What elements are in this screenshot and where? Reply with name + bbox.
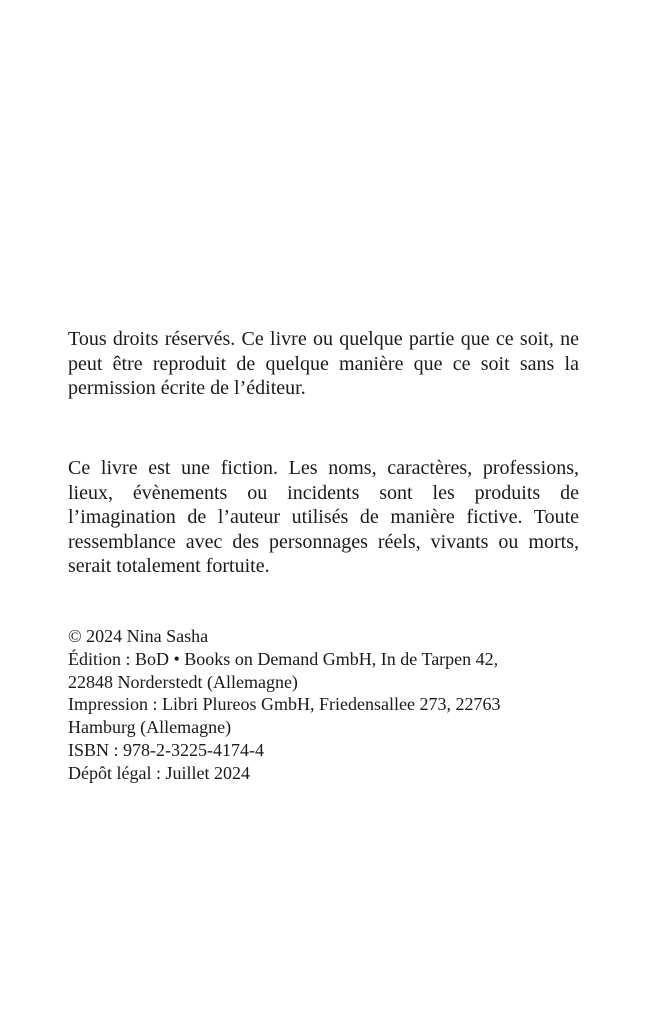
rights-notice: Tous droits réservés. Ce livre ou quelque partie que ce soit, ne peut être reproduit de quelque manière que ce soit sans la permission écrite de l’éditeur. [68,328,579,399]
printing-city-line: Hamburg (Allemagne) [68,717,232,738]
edition-line: Édition : BoD • Books on Demand GmbH, In de Tarpen 42, [68,648,499,669]
fiction-disclaimer: Ce livre est une fiction. Les noms, caractères, professions, lieux, évènements ou incidents sont les produits de l’imagination de l’auteur utilisés de manière fictive. Toute ressemblance avec des personnages réels, vivants ou morts, serait totalement fortuite. [68,457,579,577]
edition-address-line: 22848 Norderstedt (Allemagne) [68,671,298,692]
imprint-block [68,625,598,785]
isbn-line: ISBN : 978-2-3225-4174-4 [68,739,264,760]
printing-line: Impression : Libri Plureos GmbH, Friedensallee 273, 22763 [68,694,501,715]
legal-deposit-line: Dépôt légal : Juillet 2024 [68,762,250,783]
copyright-line: © 2024 Nina Sasha [68,626,209,646]
